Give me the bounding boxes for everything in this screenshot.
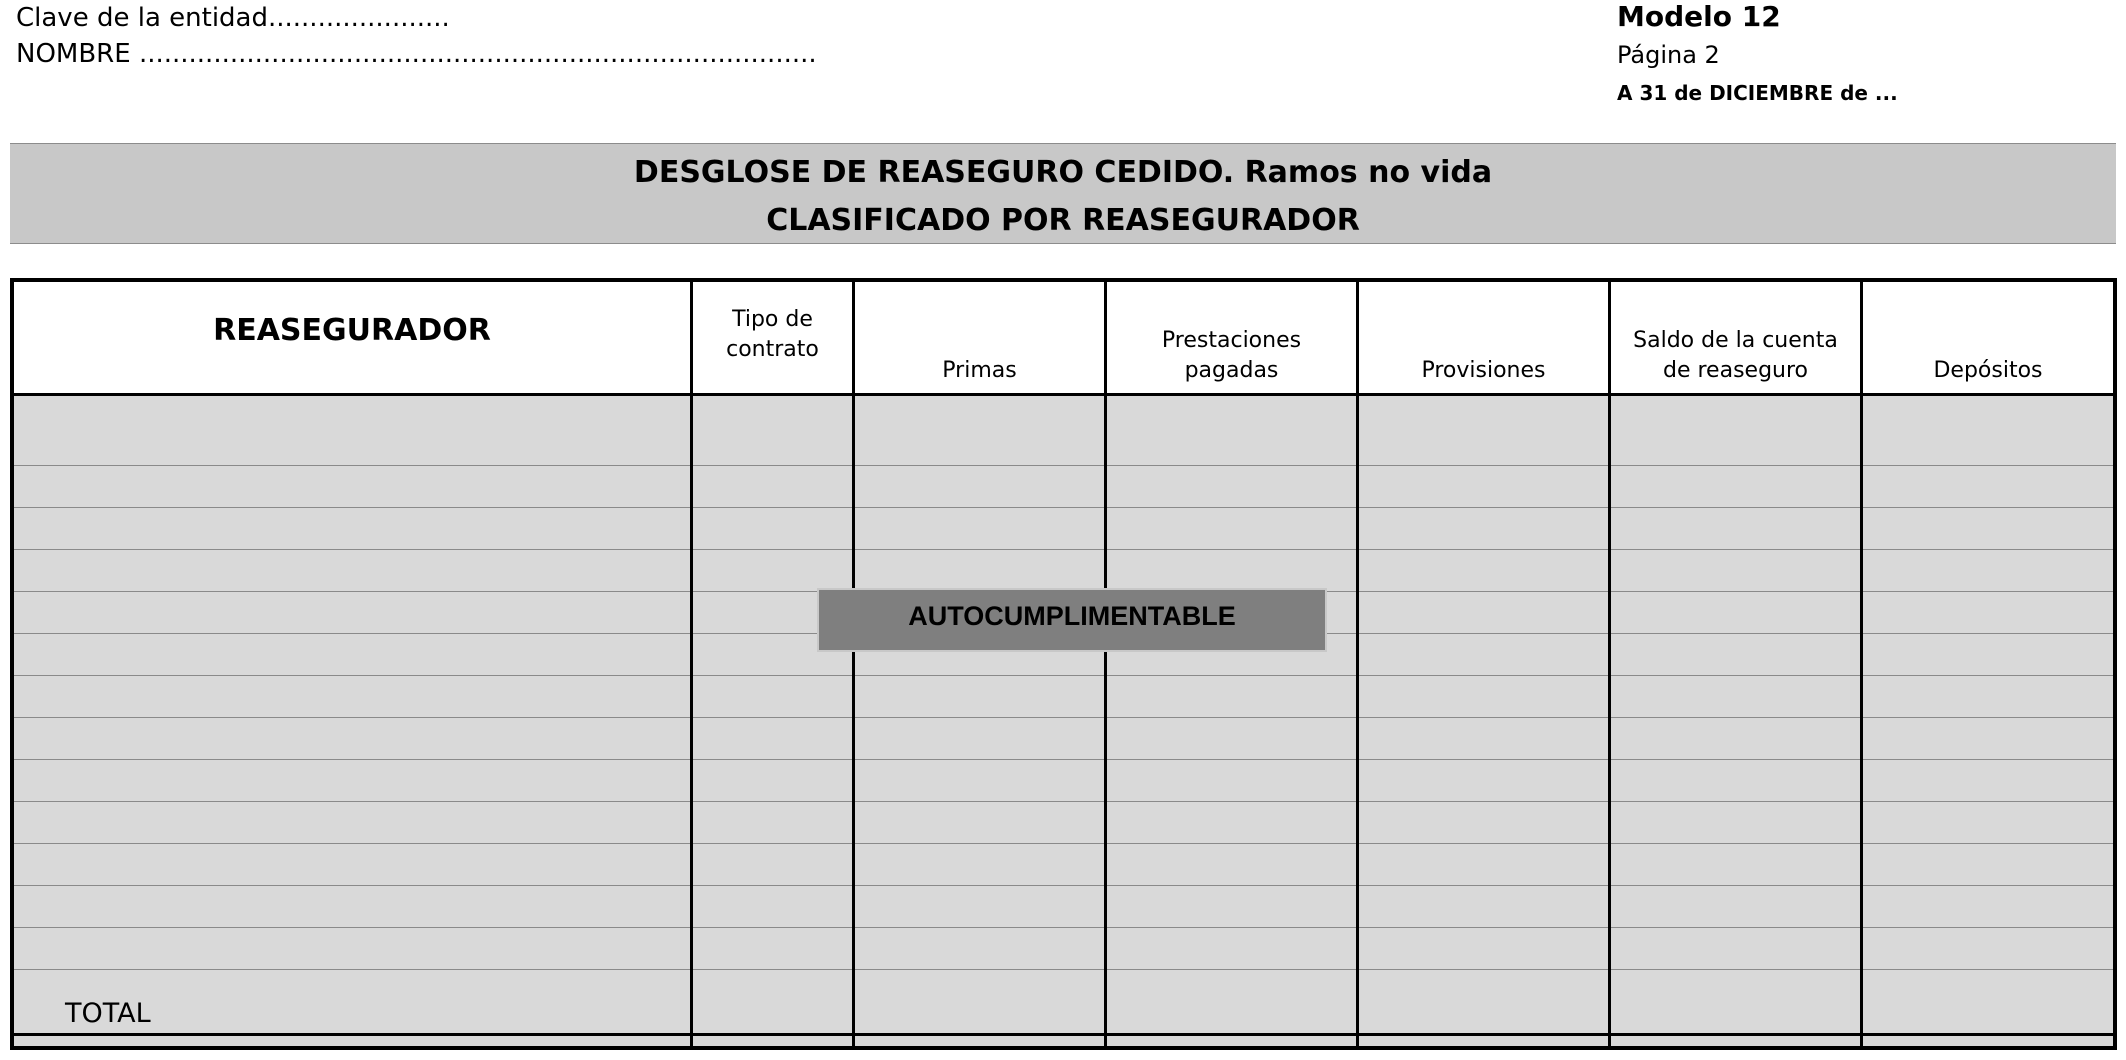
row-line <box>14 549 2113 550</box>
title-line-1: DESGLOSE DE REASEGURO CEDIDO. Ramos no vida <box>633 155 1493 190</box>
column-header-label: Primas <box>942 358 1017 383</box>
page-number-label: Página 2 <box>1617 41 1720 69</box>
column-divider <box>1356 282 1359 1046</box>
column-header-label: REASEGURADOR <box>213 313 491 348</box>
entity-key-label: Clave de la entidad...................... <box>16 3 450 33</box>
column-header-label: Tipo de <box>732 307 813 332</box>
entity-name-label: NOMBRE .................................................................................. <box>16 39 817 69</box>
column-header-label: de reaseguro <box>1663 358 1808 383</box>
row-line <box>14 801 2113 802</box>
row-line <box>14 717 2113 718</box>
reinsurer-table <box>10 278 2117 1050</box>
row-line <box>14 969 2113 970</box>
column-header-label: contrato <box>726 337 819 362</box>
column-divider <box>1104 282 1107 1046</box>
column-header-tipo-contrato <box>693 282 852 394</box>
column-header-label: Depósitos <box>1933 358 2043 383</box>
column-header-label: pagadas <box>1184 358 1279 383</box>
row-line <box>14 885 2113 886</box>
column-header-depositos <box>1863 282 2113 394</box>
column-header-reasegurador <box>14 282 690 394</box>
row-line <box>14 675 2113 676</box>
title-banner <box>10 143 2116 244</box>
form-model-label: Modelo 12 <box>1617 0 1781 33</box>
total-divider <box>14 1033 2113 1036</box>
column-divider <box>690 282 693 1046</box>
row-line <box>14 507 2113 508</box>
row-line <box>14 465 2113 466</box>
column-header-label: Saldo de la cuenta <box>1633 328 1838 353</box>
column-divider <box>1860 282 1863 1046</box>
column-header-label: Provisiones <box>1421 358 1546 383</box>
row-line <box>14 759 2113 760</box>
title-line-2: CLASIFICADO POR REASEGURADOR <box>766 203 1360 238</box>
column-divider <box>852 282 855 1046</box>
column-divider <box>1608 282 1611 1046</box>
row-line <box>14 927 2113 928</box>
autocumplimentable-badge: AUTOCUMPLIMENTABLE <box>817 588 1327 652</box>
column-header-provisiones <box>1359 282 1608 394</box>
column-header-primas <box>855 282 1104 394</box>
table-body <box>14 394 2113 1046</box>
column-header-saldo <box>1611 282 1860 394</box>
report-date-label: A 31 de DICIEMBRE de ... <box>1617 81 1898 105</box>
column-header-label: Prestaciones <box>1161 328 1302 353</box>
column-header-prestaciones <box>1107 282 1356 394</box>
total-row-label: TOTAL <box>65 998 151 1029</box>
row-line <box>14 843 2113 844</box>
